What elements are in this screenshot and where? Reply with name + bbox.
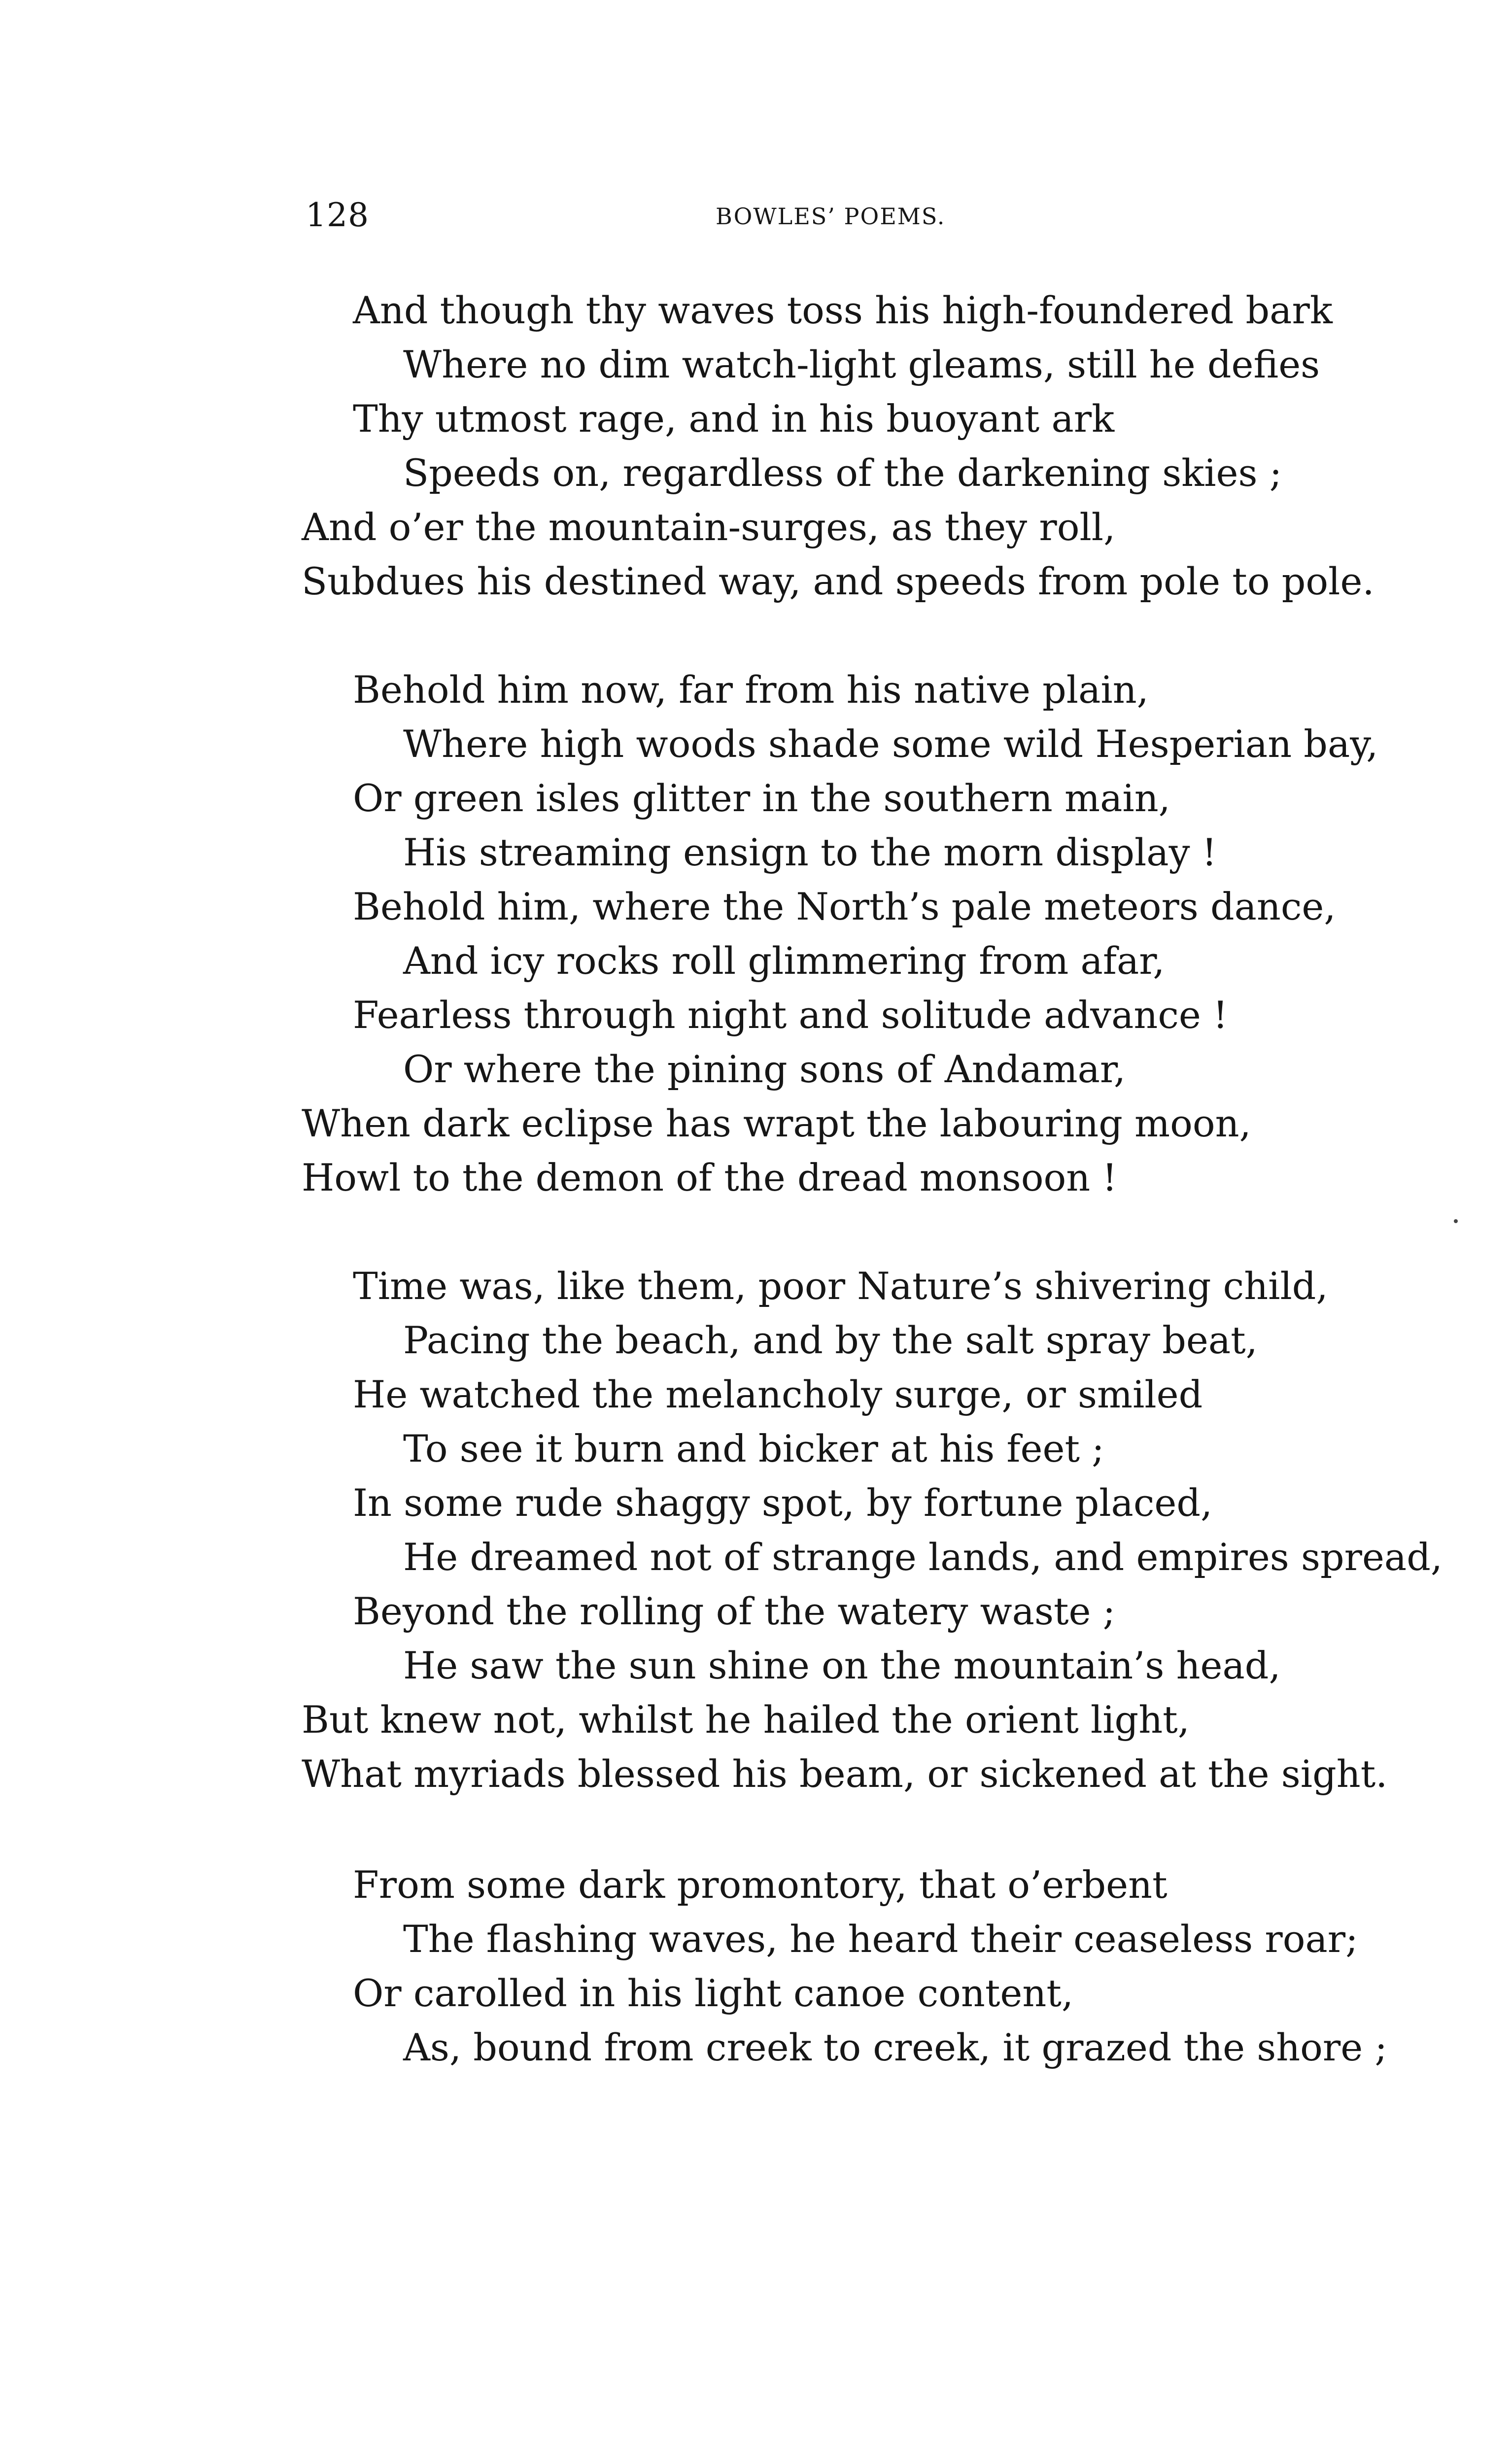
running-head: BOWLES’ POEMS. — [716, 203, 946, 230]
poem-line: The flashing waves, he heard their ceaseless roar; — [403, 1917, 1358, 1961]
poem-line: Where high woods shade some wild Hesperian bay, — [403, 722, 1378, 766]
poem-line: When dark eclipse has wrapt the labouring moon, — [302, 1101, 1251, 1145]
poem-line: But knew not, whilst he hailed the orient light, — [302, 1698, 1190, 1742]
poem-line: Fearless through night and solitude advance ! — [353, 993, 1228, 1037]
poem-line: Or where the pining sons of Andamar, — [403, 1047, 1126, 1091]
poem-line: As, bound from creek to creek, it grazed the shore ; — [403, 2025, 1388, 2069]
print-speck — [1454, 1219, 1458, 1223]
poem-line: Behold him now, far from his native plain, — [353, 668, 1149, 712]
page-number: 128 — [306, 196, 369, 234]
poem-line: Or carolled in his light canoe content, — [353, 1971, 1074, 2015]
poem-line: Howl to the demon of the dread monsoon ! — [302, 1156, 1117, 1199]
poem-line: And though thy waves toss his high-foundered bark — [353, 288, 1333, 332]
poem-line: And o’er the mountain-surges, as they roll, — [302, 505, 1116, 549]
poem-line: He watched the melancholy surge, or smiled — [353, 1372, 1203, 1416]
poem-line: From some dark promontory, that o’erbent — [353, 1863, 1168, 1907]
poem-line: Or green isles glitter in the southern main, — [353, 776, 1170, 820]
poem-line: To see it burn and bicker at his feet ; — [403, 1427, 1104, 1471]
poem-line: Thy utmost rage, and in his buoyant ark — [353, 397, 1115, 441]
poem-line: Speeds on, regardless of the darkening skies ; — [403, 451, 1282, 495]
poem-line: Beyond the rolling of the watery waste ; — [353, 1589, 1116, 1633]
poem-line: Subdues his destined way, and speeds from pole to pole. — [302, 559, 1374, 603]
page-header — [0, 196, 1511, 255]
poem-line: He saw the sun shine on the mountain’s head, — [403, 1643, 1281, 1687]
poem-line: Behold him, where the North’s pale meteors dance, — [353, 885, 1336, 928]
poem-line: What myriads blessed his beam, or sickened at the sight. — [302, 1752, 1388, 1796]
poem-line: Pacing the beach, and by the salt spray beat, — [403, 1318, 1258, 1362]
poem-line: And icy rocks roll glimmering from afar, — [403, 939, 1165, 983]
poem-line: Time was, like them, poor Nature’s shivering child, — [353, 1264, 1328, 1308]
poem-line: In some rude shaggy spot, by fortune placed, — [353, 1481, 1213, 1525]
poem-line: His streaming ensign to the morn display ! — [403, 830, 1217, 874]
poem-line: Where no dim watch-light gleams, still he defies — [403, 342, 1320, 386]
poem-line: He dreamed not of strange lands, and empires spread, — [403, 1535, 1443, 1579]
